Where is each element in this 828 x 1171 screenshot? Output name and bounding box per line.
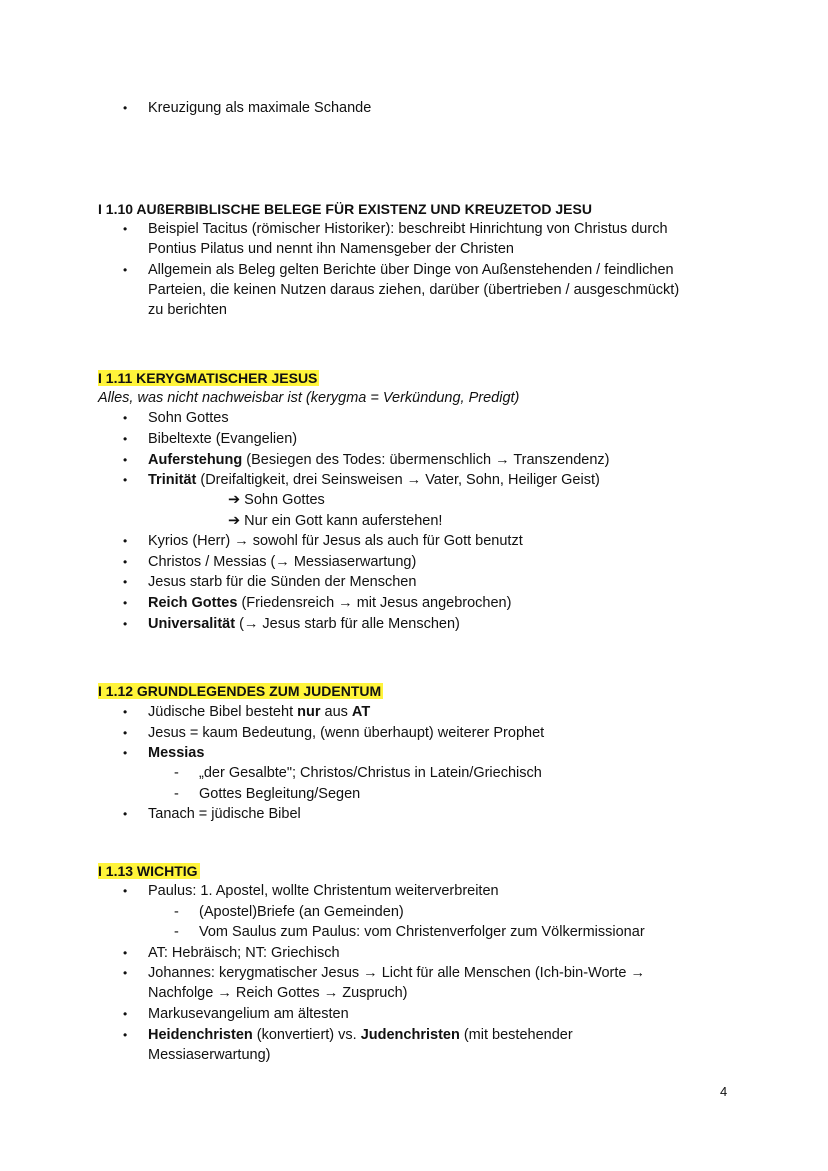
bullet: •: [123, 432, 128, 446]
list-item-text: Jesus = kaum Bedeutung, (wenn überhaupt) weiterer Prophet: [148, 725, 545, 741]
arrow-sub-item: ➔ Nur ein Gott kann auferstehen!: [228, 513, 443, 529]
list-item-text: Nachfolge → Reich Gottes → Zuspruch): [148, 985, 408, 1001]
bullet: •: [123, 726, 128, 740]
bold-term: Reich Gottes: [148, 595, 238, 611]
term-description: (→ Jesus starb für alle Menschen): [235, 616, 460, 632]
bullet: •: [123, 746, 128, 760]
list-item-text: Christos / Messias (→ Messiaserwartung): [148, 554, 417, 570]
bold-term: Judenchristen: [360, 1027, 460, 1043]
bullet: •: [123, 101, 128, 115]
bullet: •: [123, 966, 128, 980]
bullet: •: [123, 617, 128, 631]
bullet: •: [123, 453, 128, 467]
highlighted-heading: I 1.12 GRUNDLEGENDES ZUM JUDENTUM: [98, 683, 382, 699]
bold-term: nur: [297, 704, 321, 720]
list-item-text: [148, 470, 600, 490]
highlighted-heading: I 1.11 KERYGMATISCHER JESUS: [98, 370, 318, 386]
text-part: aus: [320, 704, 352, 720]
bold-term: Heidenchristen: [148, 1027, 253, 1043]
list-item-text: [148, 614, 460, 634]
term-description: (Friedensreich → mit Jesus angebrochen): [237, 595, 512, 611]
bullet: •: [123, 705, 128, 719]
sub-item-text: „der Gesalbte"; Christos/Christus in Latein/Griechisch: [199, 765, 542, 781]
list-item-text: Parteien, die keinen Nutzen daraus ziehen, darüber (übertrieben / ausgeschmückt): [148, 282, 680, 298]
bold-term: Auferstehung: [148, 452, 243, 468]
bullet: •: [123, 222, 128, 236]
list-item-text: zu berichten: [148, 302, 227, 318]
bold-term: Trinität: [148, 472, 197, 488]
section-heading-1-13: [98, 861, 200, 881]
term-description: (Dreifaltigkeit, drei Seinsweisen → Vater, Sohn, Heiliger Geist): [196, 472, 600, 488]
list-item-text: Messiaserwartung): [148, 1047, 271, 1063]
bullet: •: [123, 473, 128, 487]
list-item-text: [148, 1025, 573, 1045]
list-item-text: Beispiel Tacitus (römischer Historiker): beschreibt Hinrichtung von Christus durch: [148, 221, 668, 237]
section-heading-1-10: I 1.10 AUßERBIBLISCHE BELEGE FÜR EXISTENZ UND KREUZETOD JESU: [98, 201, 592, 217]
bullet: •: [123, 1007, 128, 1021]
list-item-text: AT: Hebräisch; NT: Griechisch: [148, 945, 340, 961]
text-part: (konvertiert) vs.: [252, 1027, 361, 1043]
list-item-text: [148, 593, 511, 613]
term-description: (Besiegen des Todes: übermenschlich → Transzendenz): [242, 452, 610, 468]
list-item-text: Johannes: kerygmatischer Jesus → Licht für alle Menschen (Ich-bin-Worte →: [148, 965, 645, 981]
bullet: •: [123, 263, 128, 277]
list-item-text: Kreuzigung als maximale Schande: [148, 100, 372, 116]
list-item-text: Kyrios (Herr) → sowohl für Jesus als auch für Gott benutzt: [148, 533, 523, 549]
bullet: •: [123, 575, 128, 589]
dash-marker: -: [174, 786, 179, 802]
dash-marker: -: [174, 765, 179, 781]
highlighted-heading: I 1.13 WICHTIG: [98, 863, 198, 879]
section-intro: Alles, was nicht nachweisbar ist (kerygma = Verkündung, Predigt): [98, 390, 520, 406]
section-heading-1-12: [98, 681, 383, 701]
bold-term: Universalität: [148, 616, 236, 632]
text-part: Jüdische Bibel besteht: [148, 704, 298, 720]
list-item-text: [148, 702, 370, 722]
list-item-text: Jesus starb für die Sünden der Menschen: [148, 574, 417, 590]
dash-marker: -: [174, 904, 179, 920]
bullet: •: [123, 555, 128, 569]
list-item-text: Markusevangelium am ältesten: [148, 1006, 349, 1022]
text-part: (mit bestehender: [459, 1027, 573, 1043]
bullet: •: [123, 596, 128, 610]
sub-item-text: Gottes Begleitung/Segen: [199, 786, 361, 802]
list-item-text: Tanach = jüdische Bibel: [148, 806, 301, 822]
list-item-text: Paulus: 1. Apostel, wollte Christentum weiterverbreiten: [148, 883, 499, 899]
bullet: •: [123, 884, 128, 898]
page-number: 4: [720, 1084, 728, 1099]
list-item-text: Allgemein als Beleg gelten Berichte über Dinge von Außenstehenden / feindlichen: [148, 262, 674, 278]
bullet: •: [123, 1028, 128, 1042]
list-item-text: [148, 450, 610, 470]
bullet: •: [123, 534, 128, 548]
bullet: •: [123, 946, 128, 960]
list-item-text: Sohn Gottes: [148, 410, 229, 426]
sub-item-text: (Apostel)Briefe (an Gemeinden): [199, 904, 404, 920]
arrow-sub-item: ➔ Sohn Gottes: [228, 492, 325, 508]
bullet: •: [123, 807, 128, 821]
bold-term: Messias: [148, 745, 205, 761]
bullet: •: [123, 411, 128, 425]
bold-term: AT: [351, 704, 371, 720]
list-item-text: Pontius Pilatus und nennt ihn Namensgeber der Christen: [148, 241, 514, 257]
section-heading-1-11: [98, 368, 319, 388]
sub-item-text: Vom Saulus zum Paulus: vom Christenverfolger zum Völkermissionar: [199, 924, 645, 940]
dash-marker: -: [174, 924, 179, 940]
list-item-text: Bibeltexte (Evangelien): [148, 431, 298, 447]
